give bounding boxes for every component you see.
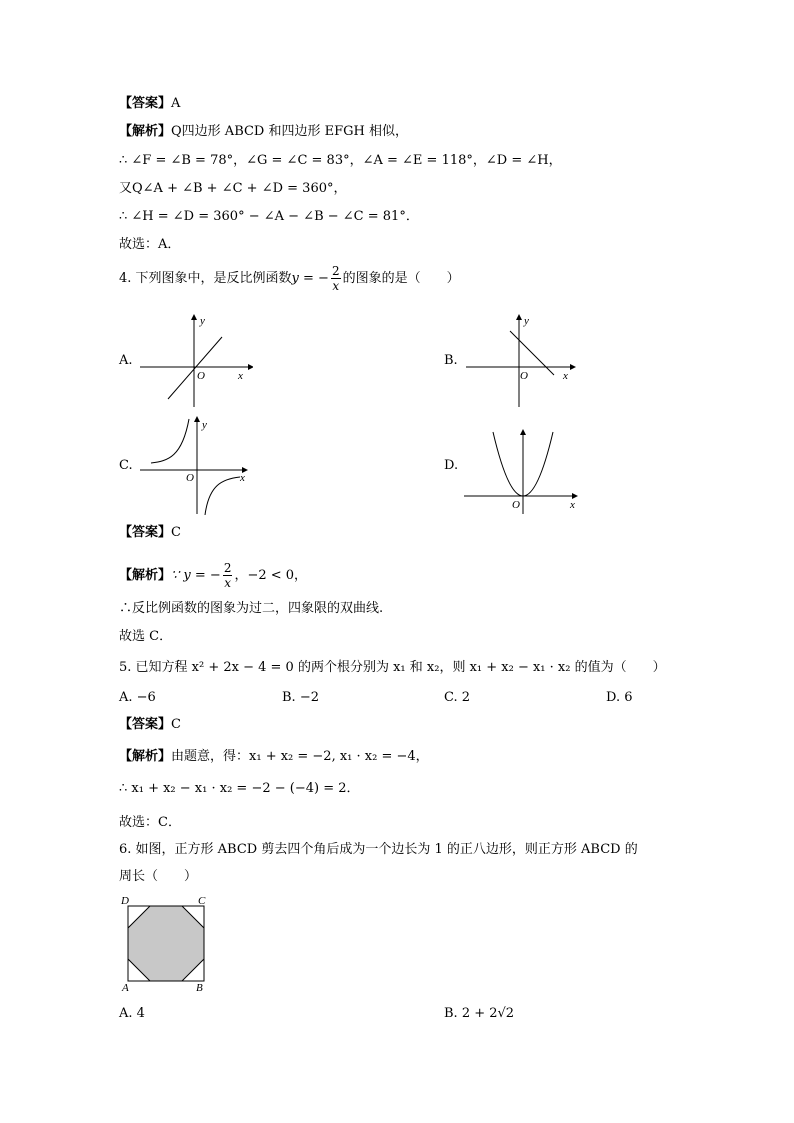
vertex-b-label: B xyxy=(196,982,203,994)
q4-func-lhs: y = − xyxy=(291,271,329,286)
vertex-c-label: C xyxy=(198,895,206,907)
q4-stem xyxy=(119,264,460,293)
vertex-d-label: D xyxy=(121,895,129,907)
q3-analysis-line3: 又Q∠A + ∠B + ∠C + ∠D = 360°， xyxy=(119,181,347,196)
frac-denominator: x xyxy=(224,576,232,590)
x-label: x xyxy=(238,370,243,382)
analysis-fraction xyxy=(223,561,233,590)
analysis-lhs: ∵ y = − xyxy=(171,568,221,583)
line-graph xyxy=(168,337,222,399)
q5-stem: 5. 已知方程 x² + 2x − 4 = 0 的两个根分别为 x₁ 和 x₂，则 x₁ + x₂ − x₁ · x₂ 的值为（ ） xyxy=(119,660,666,675)
vertex-a-label: A xyxy=(122,982,129,994)
origin-label: O xyxy=(197,370,205,382)
answer-value: C xyxy=(171,717,181,732)
x-label: x xyxy=(563,370,568,382)
graph-a xyxy=(138,313,253,408)
q6-option-a: A. 4 xyxy=(119,1006,145,1021)
q5-option-d: D. 6 xyxy=(606,690,633,705)
x-arrow xyxy=(570,364,576,370)
q6-stem-line2: 周长（ ） xyxy=(119,869,198,884)
q4-answer xyxy=(119,524,181,542)
frac-numerator: 2 xyxy=(223,561,232,575)
q3-analysis-line1 xyxy=(119,123,408,141)
q3-answer xyxy=(119,95,180,113)
hyperbola-branch-lower-right xyxy=(205,477,240,515)
y-label: y xyxy=(200,315,205,327)
analysis-label: 【解析】 xyxy=(119,568,172,583)
y-arrow xyxy=(191,314,197,320)
octagon-figure xyxy=(118,892,218,996)
q5-option-b: B. −2 xyxy=(282,690,319,705)
q5-choose: 故选：C． xyxy=(119,815,181,830)
graph-d xyxy=(462,428,582,514)
q4-stem-before: 4. 下列图象中，是反比例函数 xyxy=(119,271,292,286)
x-arrow xyxy=(248,364,253,370)
q4-analysis-line2: ∴反比例函数的图象为过二，四象限的双曲线. xyxy=(119,601,384,616)
origin-label: O xyxy=(520,370,528,382)
hyperbola-branch-upper-left xyxy=(151,419,189,463)
q6-option-b: B. 2 + 2√2 xyxy=(444,1006,515,1021)
graph-c xyxy=(138,415,253,515)
q4-stem-after: 的图象的是（ ） xyxy=(342,271,460,286)
y-label: y xyxy=(524,315,529,327)
q5-answer xyxy=(119,716,181,734)
x-label: x xyxy=(570,499,575,511)
y-arrow xyxy=(520,429,526,435)
analysis-label: 【解析】 xyxy=(119,124,172,139)
analysis-label: 【解析】 xyxy=(119,749,172,764)
frac-denominator: x xyxy=(332,279,340,293)
y-label: y xyxy=(202,419,207,431)
q4-analysis-line1 xyxy=(119,561,307,590)
q4-option-c-label: C. xyxy=(119,458,133,473)
y-arrow xyxy=(194,416,200,422)
q5-option-a: A. −6 xyxy=(119,690,156,705)
answer-label: 【答案】 xyxy=(119,525,172,540)
q3-choose: 故选：A． xyxy=(119,237,181,252)
origin-label: O xyxy=(186,472,194,484)
answer-label: 【答案】 xyxy=(119,96,172,111)
origin-label: O xyxy=(512,499,520,511)
frac-numerator: 2 xyxy=(331,264,340,278)
y-arrow xyxy=(516,314,522,320)
line-graph xyxy=(510,331,554,375)
q5-analysis-line1 xyxy=(119,748,429,766)
analysis-text: 由题意，得：x₁ + x₂ = −2, x₁ · x₂ = −4， xyxy=(171,749,429,764)
analysis-text: Q四边形 ABCD 和四边形 EFGH 相似， xyxy=(171,124,408,139)
answer-label: 【答案】 xyxy=(119,717,172,732)
q6-stem-line1: 6. 如图，正方形 ABCD 剪去四个角后成为一个边长为 1 的正八边形，则正方形 ABCD 的 xyxy=(119,842,638,857)
q4-choose: 故选 C． xyxy=(119,629,173,644)
answer-value: C xyxy=(171,525,181,540)
q3-analysis-line4: ∴ ∠H = ∠D = 360° − ∠A − ∠B − ∠C = 81°． xyxy=(119,209,419,224)
q4-fraction xyxy=(331,264,341,293)
q5-analysis-line2: ∴ x₁ + x₂ − x₁ · x₂ = −2 − (−4) = 2． xyxy=(119,781,360,796)
q4-option-d-label: D. xyxy=(444,458,459,473)
answer-value: A xyxy=(171,96,181,111)
graph-b xyxy=(464,313,579,408)
q5-option-c: C. 2 xyxy=(444,690,471,705)
q4-option-b-label: B. xyxy=(444,353,458,368)
regular-octagon xyxy=(128,906,204,981)
x-label: x xyxy=(240,472,245,484)
q3-analysis-line2: ∴ ∠F = ∠B = 78°，∠G = ∠C = 83°，∠A = ∠E = 118°，∠D = ∠H， xyxy=(119,153,562,168)
analysis-rhs: ，−2 < 0， xyxy=(234,568,308,583)
q4-option-a-label: A. xyxy=(119,353,133,368)
